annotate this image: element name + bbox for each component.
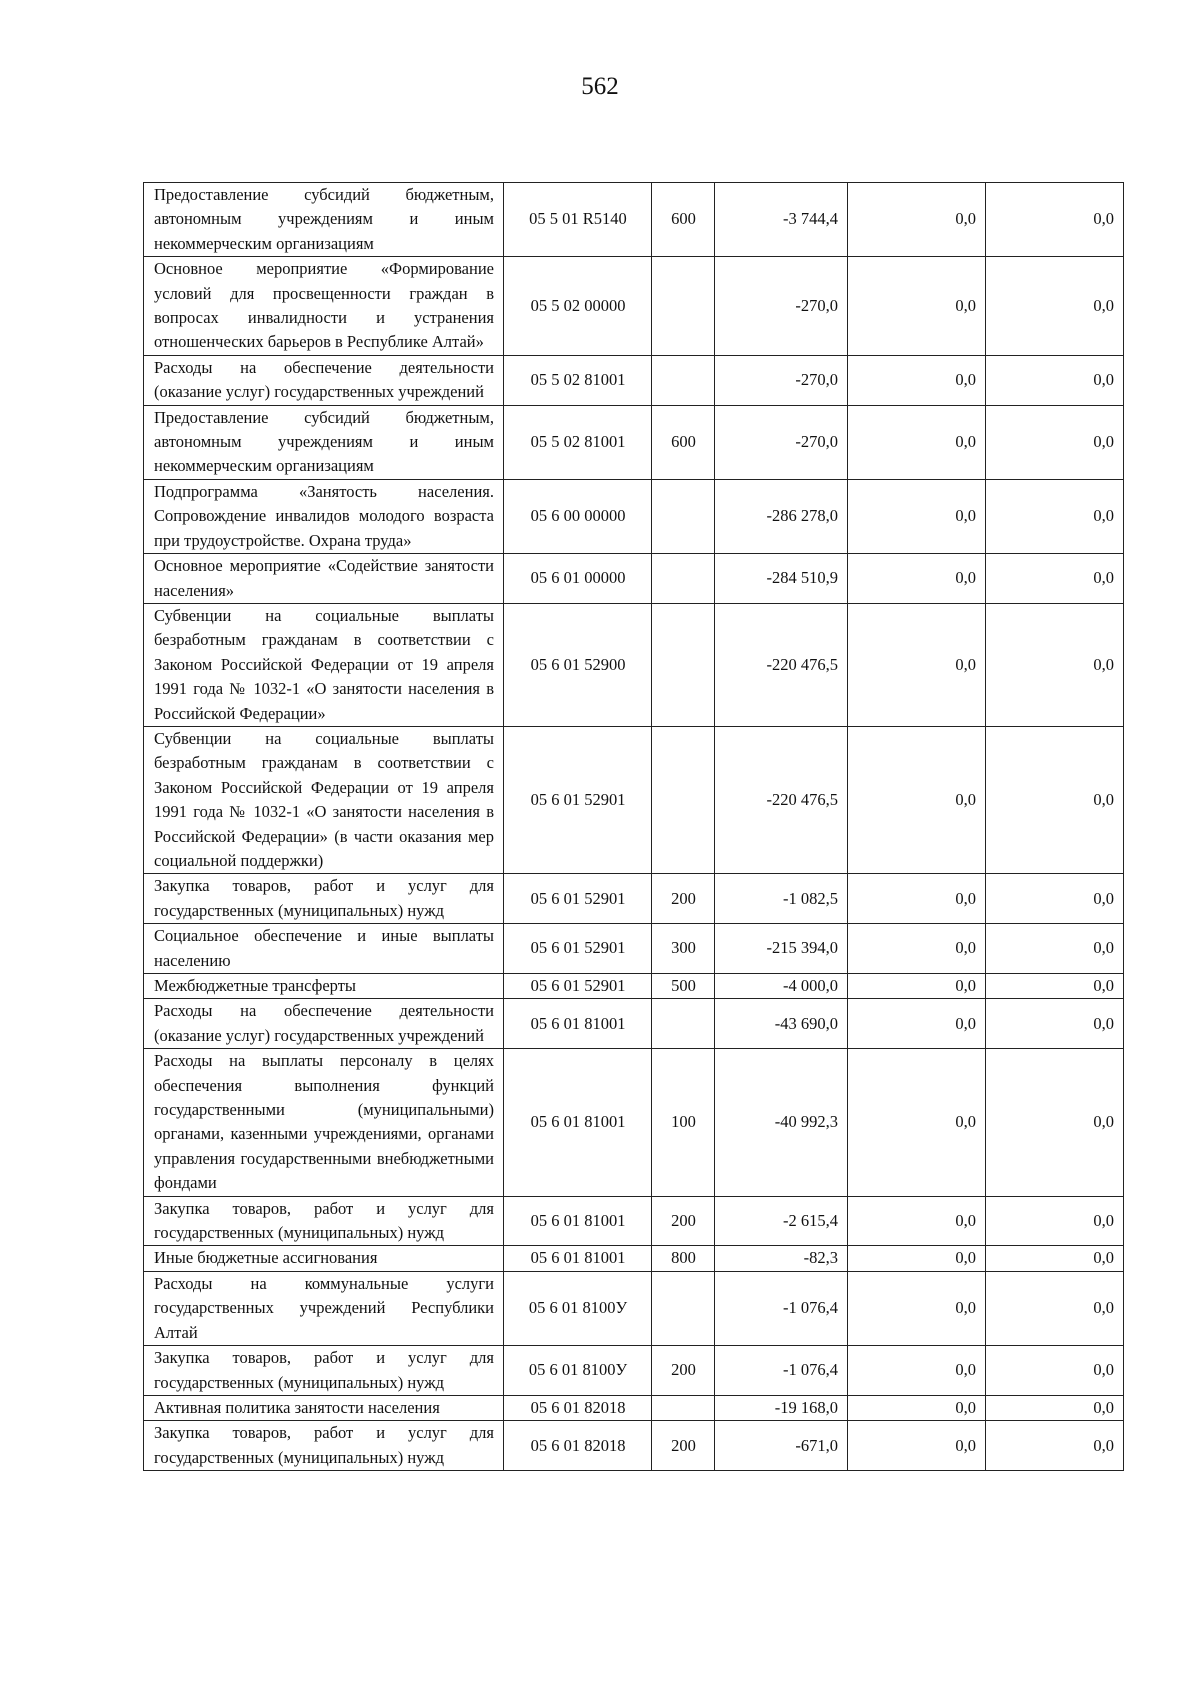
table-row xyxy=(144,874,1124,924)
row-change-value: -1 076,4 xyxy=(715,1346,848,1396)
row-name: Расходы на коммунальные услуги государственных учреждений Республики Алтай xyxy=(144,1271,504,1345)
row-value-year2: 0,0 xyxy=(848,1346,986,1396)
row-name: Закупка товаров, работ и услуг для государственных (муниципальных) нужд xyxy=(144,1196,504,1246)
row-name: Субвенции на социальные выплаты безработным гражданам в соответствии с Законом Российской Федерации от 19 апреля 1991 года № 1032-1 «О занятости населения в Российской Федерации» xyxy=(144,603,504,726)
row-name: Закупка товаров, работ и услуг для государственных (муниципальных) нужд xyxy=(144,874,504,924)
row-change-value: -40 992,3 xyxy=(715,1049,848,1196)
row-name: Субвенции на социальные выплаты безработным гражданам в соответствии с Законом Российской Федерации от 19 апреля 1991 года № 1032-1 «О занятости населения в Российской Федерации» (в части оказания мер социальной поддержки) xyxy=(144,726,504,873)
row-name: Иные бюджетные ассигнования xyxy=(144,1246,504,1271)
row-value-year2: 0,0 xyxy=(848,257,986,356)
row-code: 05 5 02 00000 xyxy=(504,257,652,356)
table-row xyxy=(144,1049,1124,1196)
row-change-value: -270,0 xyxy=(715,257,848,356)
row-name: Предоставление субсидий бюджетным, автономным учреждениям и иным некоммерческим организациям xyxy=(144,183,504,257)
row-change-value: -215 394,0 xyxy=(715,924,848,974)
row-expense-type xyxy=(652,1271,715,1345)
row-code: 05 6 01 82018 xyxy=(504,1421,652,1471)
row-change-value: -82,3 xyxy=(715,1246,848,1271)
row-value-year3: 0,0 xyxy=(986,874,1124,924)
row-code: 05 5 01 R5140 xyxy=(504,183,652,257)
row-change-value: -220 476,5 xyxy=(715,603,848,726)
row-name: Закупка товаров, работ и услуг для государственных (муниципальных) нужд xyxy=(144,1421,504,1471)
row-name: Подпрограмма «Занятость населения. Сопровождение инвалидов молодого возраста при трудоустройстве. Охрана труда» xyxy=(144,479,504,553)
row-change-value: -671,0 xyxy=(715,1421,848,1471)
row-expense-type: 100 xyxy=(652,1049,715,1196)
row-value-year2: 0,0 xyxy=(848,554,986,604)
row-name: Основное мероприятие «Содействие занятости населения» xyxy=(144,554,504,604)
row-value-year2: 0,0 xyxy=(848,603,986,726)
row-change-value: -43 690,0 xyxy=(715,999,848,1049)
row-expense-type xyxy=(652,554,715,604)
row-value-year2: 0,0 xyxy=(848,1271,986,1345)
table-row xyxy=(144,405,1124,479)
row-value-year2: 0,0 xyxy=(848,1049,986,1196)
row-expense-type: 200 xyxy=(652,1196,715,1246)
row-value-year3: 0,0 xyxy=(986,1421,1124,1471)
row-value-year2: 0,0 xyxy=(848,355,986,405)
row-expense-type: 600 xyxy=(652,183,715,257)
row-value-year2: 0,0 xyxy=(848,479,986,553)
row-expense-type xyxy=(652,479,715,553)
row-value-year2: 0,0 xyxy=(848,1395,986,1420)
row-value-year3: 0,0 xyxy=(986,726,1124,873)
table-row xyxy=(144,1421,1124,1471)
row-name: Расходы на выплаты персоналу в целях обеспечения выполнения функций государственными (муниципальными) органами, казенными учреждениями, органами управления государственными внебюджетными фондами xyxy=(144,1049,504,1196)
row-expense-type: 200 xyxy=(652,1421,715,1471)
table-row xyxy=(144,999,1124,1049)
row-change-value: -19 168,0 xyxy=(715,1395,848,1420)
row-value-year3: 0,0 xyxy=(986,183,1124,257)
row-change-value: -1 076,4 xyxy=(715,1271,848,1345)
row-name: Активная политика занятости населения xyxy=(144,1395,504,1420)
row-name: Расходы на обеспечение деятельности (оказание услуг) государственных учреждений xyxy=(144,999,504,1049)
table-row xyxy=(144,974,1124,999)
row-value-year3: 0,0 xyxy=(986,554,1124,604)
table-row xyxy=(144,554,1124,604)
table-row xyxy=(144,479,1124,553)
row-change-value: -270,0 xyxy=(715,355,848,405)
row-value-year2: 0,0 xyxy=(848,924,986,974)
table-row xyxy=(144,1395,1124,1420)
row-value-year3: 0,0 xyxy=(986,1346,1124,1396)
row-value-year3: 0,0 xyxy=(986,974,1124,999)
row-expense-type xyxy=(652,603,715,726)
row-code: 05 5 02 81001 xyxy=(504,405,652,479)
row-value-year3: 0,0 xyxy=(986,1049,1124,1196)
row-value-year3: 0,0 xyxy=(986,1271,1124,1345)
table-row xyxy=(144,1271,1124,1345)
table-row xyxy=(144,924,1124,974)
table-row xyxy=(144,603,1124,726)
row-name: Основное мероприятие «Формирование условий для просвещенности граждан в вопросах инвалидности и устранения отношенческих барьеров в Республике Алтай» xyxy=(144,257,504,356)
row-value-year2: 0,0 xyxy=(848,726,986,873)
table-row xyxy=(144,355,1124,405)
row-code: 05 5 02 81001 xyxy=(504,355,652,405)
row-code: 05 6 01 8100У xyxy=(504,1346,652,1396)
row-change-value: -1 082,5 xyxy=(715,874,848,924)
row-value-year3: 0,0 xyxy=(986,405,1124,479)
row-expense-type: 800 xyxy=(652,1246,715,1271)
row-code: 05 6 01 81001 xyxy=(504,1196,652,1246)
row-expense-type xyxy=(652,1395,715,1420)
row-change-value: -4 000,0 xyxy=(715,974,848,999)
row-value-year3: 0,0 xyxy=(986,1196,1124,1246)
row-change-value: -284 510,9 xyxy=(715,554,848,604)
row-name: Расходы на обеспечение деятельности (оказание услуг) государственных учреждений xyxy=(144,355,504,405)
row-value-year3: 0,0 xyxy=(986,479,1124,553)
row-expense-type: 500 xyxy=(652,974,715,999)
table-row xyxy=(144,1196,1124,1246)
row-code: 05 6 01 81001 xyxy=(504,1246,652,1271)
row-change-value: -2 615,4 xyxy=(715,1196,848,1246)
row-expense-type xyxy=(652,999,715,1049)
table-row xyxy=(144,1346,1124,1396)
row-value-year2: 0,0 xyxy=(848,999,986,1049)
row-expense-type xyxy=(652,726,715,873)
page-number: 562 xyxy=(581,73,619,100)
row-value-year3: 0,0 xyxy=(986,999,1124,1049)
budget-table xyxy=(143,182,1124,1471)
row-value-year2: 0,0 xyxy=(848,974,986,999)
row-expense-type: 300 xyxy=(652,924,715,974)
row-value-year2: 0,0 xyxy=(848,1421,986,1471)
row-change-value: -220 476,5 xyxy=(715,726,848,873)
row-code: 05 6 01 81001 xyxy=(504,999,652,1049)
row-value-year2: 0,0 xyxy=(848,1196,986,1246)
row-name: Предоставление субсидий бюджетным, автономным учреждениям и иным некоммерческим организациям xyxy=(144,405,504,479)
row-code: 05 6 01 52901 xyxy=(504,924,652,974)
row-change-value: -286 278,0 xyxy=(715,479,848,553)
row-code: 05 6 01 52900 xyxy=(504,603,652,726)
table-row xyxy=(144,183,1124,257)
row-code: 05 6 01 8100У xyxy=(504,1271,652,1345)
row-code: 05 6 01 81001 xyxy=(504,1049,652,1196)
row-value-year2: 0,0 xyxy=(848,405,986,479)
row-change-value: -270,0 xyxy=(715,405,848,479)
row-expense-type xyxy=(652,257,715,356)
row-value-year3: 0,0 xyxy=(986,1395,1124,1420)
row-change-value: -3 744,4 xyxy=(715,183,848,257)
row-code: 05 6 01 00000 xyxy=(504,554,652,604)
row-value-year3: 0,0 xyxy=(986,1246,1124,1271)
table-row xyxy=(144,726,1124,873)
row-expense-type: 200 xyxy=(652,874,715,924)
row-code: 05 6 01 52901 xyxy=(504,874,652,924)
row-value-year2: 0,0 xyxy=(848,183,986,257)
row-name: Межбюджетные трансферты xyxy=(144,974,504,999)
row-value-year3: 0,0 xyxy=(986,257,1124,356)
row-code: 05 6 01 52901 xyxy=(504,726,652,873)
row-value-year3: 0,0 xyxy=(986,355,1124,405)
row-code: 05 6 01 52901 xyxy=(504,974,652,999)
table-row xyxy=(144,1246,1124,1271)
row-code: 05 6 00 00000 xyxy=(504,479,652,553)
row-name: Социальное обеспечение и иные выплаты населению xyxy=(144,924,504,974)
row-value-year2: 0,0 xyxy=(848,1246,986,1271)
row-name: Закупка товаров, работ и услуг для государственных (муниципальных) нужд xyxy=(144,1346,504,1396)
table-row xyxy=(144,257,1124,356)
row-expense-type xyxy=(652,355,715,405)
row-expense-type: 200 xyxy=(652,1346,715,1396)
row-value-year3: 0,0 xyxy=(986,603,1124,726)
row-value-year2: 0,0 xyxy=(848,874,986,924)
row-expense-type: 600 xyxy=(652,405,715,479)
row-value-year3: 0,0 xyxy=(986,924,1124,974)
row-code: 05 6 01 82018 xyxy=(504,1395,652,1420)
